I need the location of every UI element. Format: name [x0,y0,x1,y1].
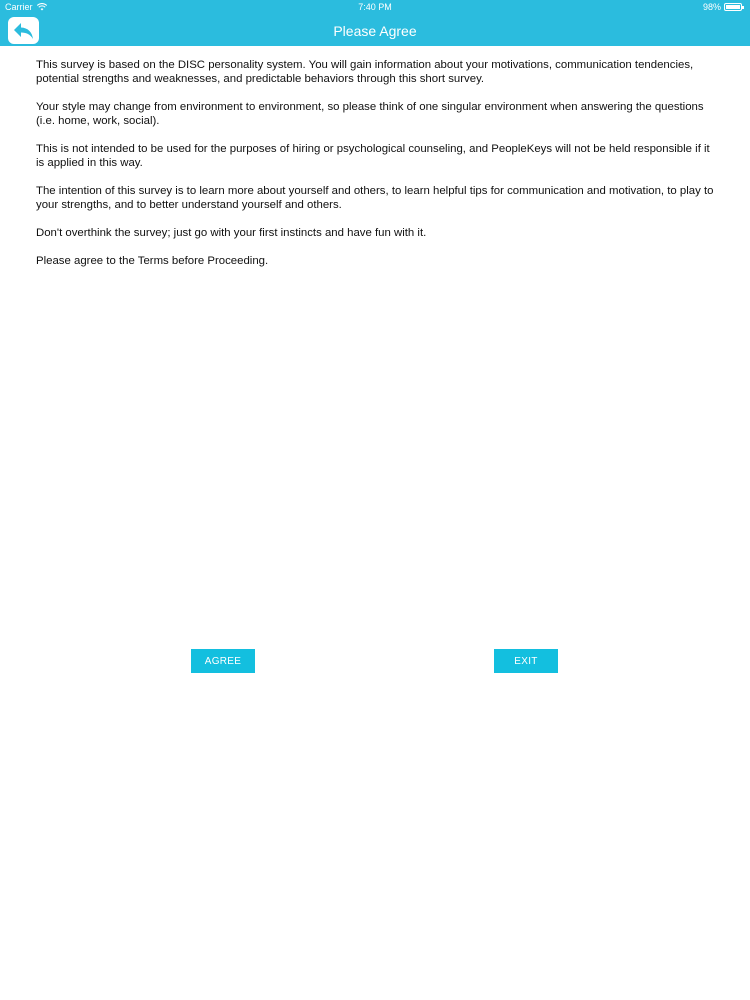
battery-percent: 98% [702,2,721,12]
exit-button[interactable]: EXIT [494,649,558,673]
status-time: 7:40 PM [358,2,392,12]
battery-icon [724,3,742,11]
page-title: Please Agree [333,23,417,39]
status-bar [0,0,750,14]
header-bar [0,0,750,46]
terms-paragraph: Don't overthink the survey; just go with your first instincts and have fun with it. [36,227,427,239]
status-battery [703,2,742,12]
terms-paragraph: Your style may change from environment to environment, so please think of one singular environment when answering the questions (i.e. home, work, social). [36,101,704,127]
terms-content [36,58,716,282]
agree-button[interactable]: AGREE [191,649,255,673]
terms-paragraph: This survey is based on the DISC personality system. You will gain information about your motivations, communication tendencies, potential strengths and weaknesses, and predictable behaviors through this short survey. [36,59,694,85]
terms-paragraph: This is not intended to be used for the purposes of hiring or psychological counseling, and PeopleKeys will not be held responsible if it is applied in this way. [36,143,710,169]
terms-paragraph: Please agree to the Terms before Proceeding. [36,255,269,267]
terms-paragraph: The intention of this survey is to learn more about yourself and others, to learn helpful tips for communication and motivation, to play to your strengths, and to better understand yourself and others. [36,185,714,211]
carrier-label: Carrier [5,2,33,12]
